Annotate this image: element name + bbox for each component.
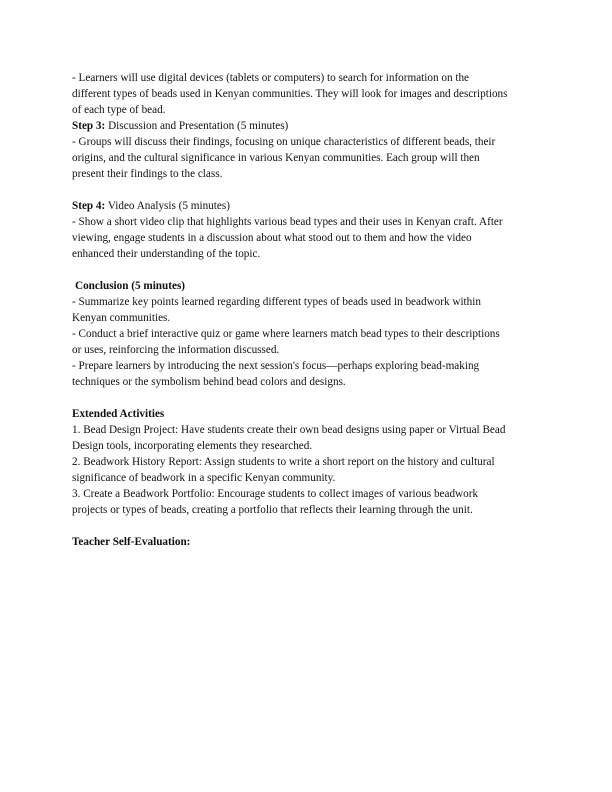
conclusion-heading: Conclusion (5 minutes) bbox=[75, 280, 186, 292]
document-page bbox=[72, 70, 544, 550]
text-line: enhanced their understanding of the topic. bbox=[72, 248, 261, 260]
text-line: - Conduct a brief interactive quiz or game where learners match bead types to their descriptions bbox=[72, 328, 500, 340]
spacer bbox=[72, 182, 544, 198]
text-line: different types of beads used in Kenyan communities. They will look for images and descriptions bbox=[72, 88, 508, 100]
text-line: 3. Create a Beadwork Portfolio: Encourage students to collect images of various beadwork bbox=[72, 488, 479, 500]
text-line: - Show a short video clip that highlights various bead types and their uses in Kenyan craft. After bbox=[72, 216, 503, 228]
step-4-label: Step 4: bbox=[72, 200, 106, 212]
text-line: Kenyan communities. bbox=[72, 312, 171, 324]
extended-activities-section bbox=[72, 406, 544, 518]
spacer bbox=[72, 262, 544, 278]
text-line: origins, and the cultural significance in various Kenyan communities. Each group will then bbox=[72, 152, 480, 164]
text-line: viewing, engage students in a discussion about what stood out to them and how the video bbox=[72, 232, 472, 244]
step-3-label: Step 3: bbox=[72, 120, 106, 132]
spacer bbox=[72, 518, 544, 534]
text-line: - Learners will use digital devices (tablets or computers) to search for information on the bbox=[72, 72, 470, 84]
text-line: techniques or the symbolism behind bead colors and designs. bbox=[72, 376, 346, 388]
evaluation-section bbox=[72, 534, 544, 550]
step-3-heading bbox=[72, 118, 544, 134]
extended-activities-heading: Extended Activities bbox=[72, 408, 165, 420]
step-4-heading bbox=[72, 198, 544, 214]
text-line: 1. Bead Design Project: Have students create their own bead designs using paper or Virtual Bead bbox=[72, 424, 506, 436]
intro-paragraph bbox=[72, 70, 544, 118]
step-4-section bbox=[72, 198, 544, 262]
text-line: - Summarize key points learned regarding different types of beads used in beadwork within bbox=[72, 296, 481, 308]
step-3-title: Discussion and Presentation (5 minutes) bbox=[105, 120, 289, 132]
text-line: - Prepare learners by introducing the next session's focus—perhaps exploring bead-making bbox=[72, 360, 480, 372]
text-line: Design tools, incorporating elements they researched. bbox=[72, 440, 313, 452]
text-line: 2. Beadwork History Report: Assign students to write a short report on the history and cultural bbox=[72, 456, 495, 468]
conclusion-section bbox=[72, 278, 544, 390]
text-line: of each type of bead. bbox=[72, 104, 166, 116]
text-line: - Groups will discuss their findings, focusing on unique characteristics of different beads, their bbox=[72, 136, 496, 148]
spacer bbox=[72, 390, 544, 406]
text-line: projects or types of beads, creating a portfolio that reflects their learning through the unit. bbox=[72, 504, 473, 516]
step-3-section bbox=[72, 118, 544, 182]
evaluation-heading: Teacher Self-Evaluation: bbox=[72, 536, 191, 548]
step-4-title: Video Analysis (5 minutes) bbox=[105, 200, 230, 212]
text-line: present their findings to the class. bbox=[72, 168, 223, 180]
text-line: significance of beadwork in a specific Kenyan community. bbox=[72, 472, 336, 484]
text-line: or uses, reinforcing the information discussed. bbox=[72, 344, 280, 356]
